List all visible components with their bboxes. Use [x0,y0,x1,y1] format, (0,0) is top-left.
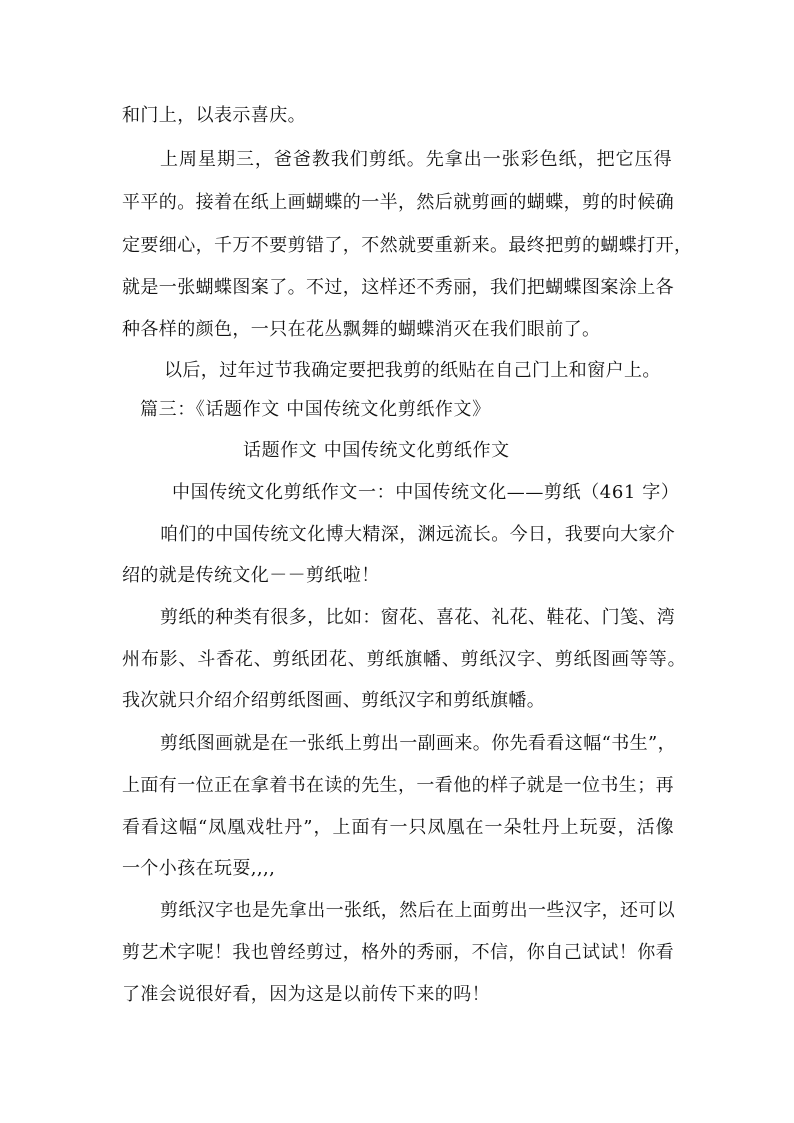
paragraph-first-line: 咱们的中国传统文化博大精深，渊远流长。今日，我要向大家介 [160,524,676,545]
text-line: 就是一张蝴蝶图案了。不过，这样还不秀丽，我们把蝴蝶图案涂上各 [122,277,674,298]
text-line: 上面有一位正在拿着书在读的先生，一看他的样子就是一位书生；再 [122,775,674,796]
paragraph-first-line: 上周星期三，爸爸教我们剪纸。先拿出一张彩色纸，把它压得 [160,149,672,170]
text-line: 种各样的颜色，一只在花丛飘舞的蝴蝶消灭在我们眼前了。 [122,319,601,340]
paragraph-first-line: 剪纸图画就是在一张纸上剪出一副画来。你先看看这幅“书生”， [160,733,677,754]
text-line: 看看这幅“凤凰戏牡丹”，上面有一只凤凰在一朵牡丹上玩耍，活像 [122,817,674,838]
paragraph-first-line: 以后，过年过节我确定要把我剪的纸贴在自己门上和窗户上。 [164,360,661,381]
paragraph-first-line: 剪纸的种类有很多，比如：窗花、喜花、礼花、鞋花、门笺、湾 [160,607,676,628]
text-line: 绍的就是传统文化－－剪纸啦！ [122,565,380,586]
text-line: 我次就只介绍介绍剪纸图画、剪纸汉字和剪纸旗幡。 [122,690,546,711]
section-heading: 篇三：《话题作文 中国传统文化剪纸作文》 [140,399,491,420]
essay-subtitle: 中国传统文化剪纸作文一：中国传统文化——剪纸（461 字） [172,482,680,503]
text-line: 剪艺术字呢！我也曾经剪过，格外的秀丽，不信，你自己试试！你看 [122,942,674,963]
text-line: 平平的。接着在纸上画蝴蝶的一半，然后就剪画的蝴蝶，剪的时候确 [122,192,674,213]
text-line: 州布影、斗香花、剪纸团花、剪纸旗幡、剪纸汉字、剪纸图画等等。 [122,649,686,670]
essay-title: 话题作文 中国传统文化剪纸作文 [243,440,510,461]
text-line: 了准会说很好看，因为这是以前传下来的吗！ [122,984,490,1005]
paragraph-first-line: 剪纸汉字也是先拿出一张纸，然后在上面剪出一些汉字，还可以 [160,900,676,921]
text-line: 一个小孩在玩耍,,,, [122,858,276,879]
text-line: 和门上，以表示喜庆。 [122,105,306,126]
text-line: 定要细心，千万不要剪错了，不然就要重新来。最终把剪的蝴蝶打开， [122,235,693,256]
